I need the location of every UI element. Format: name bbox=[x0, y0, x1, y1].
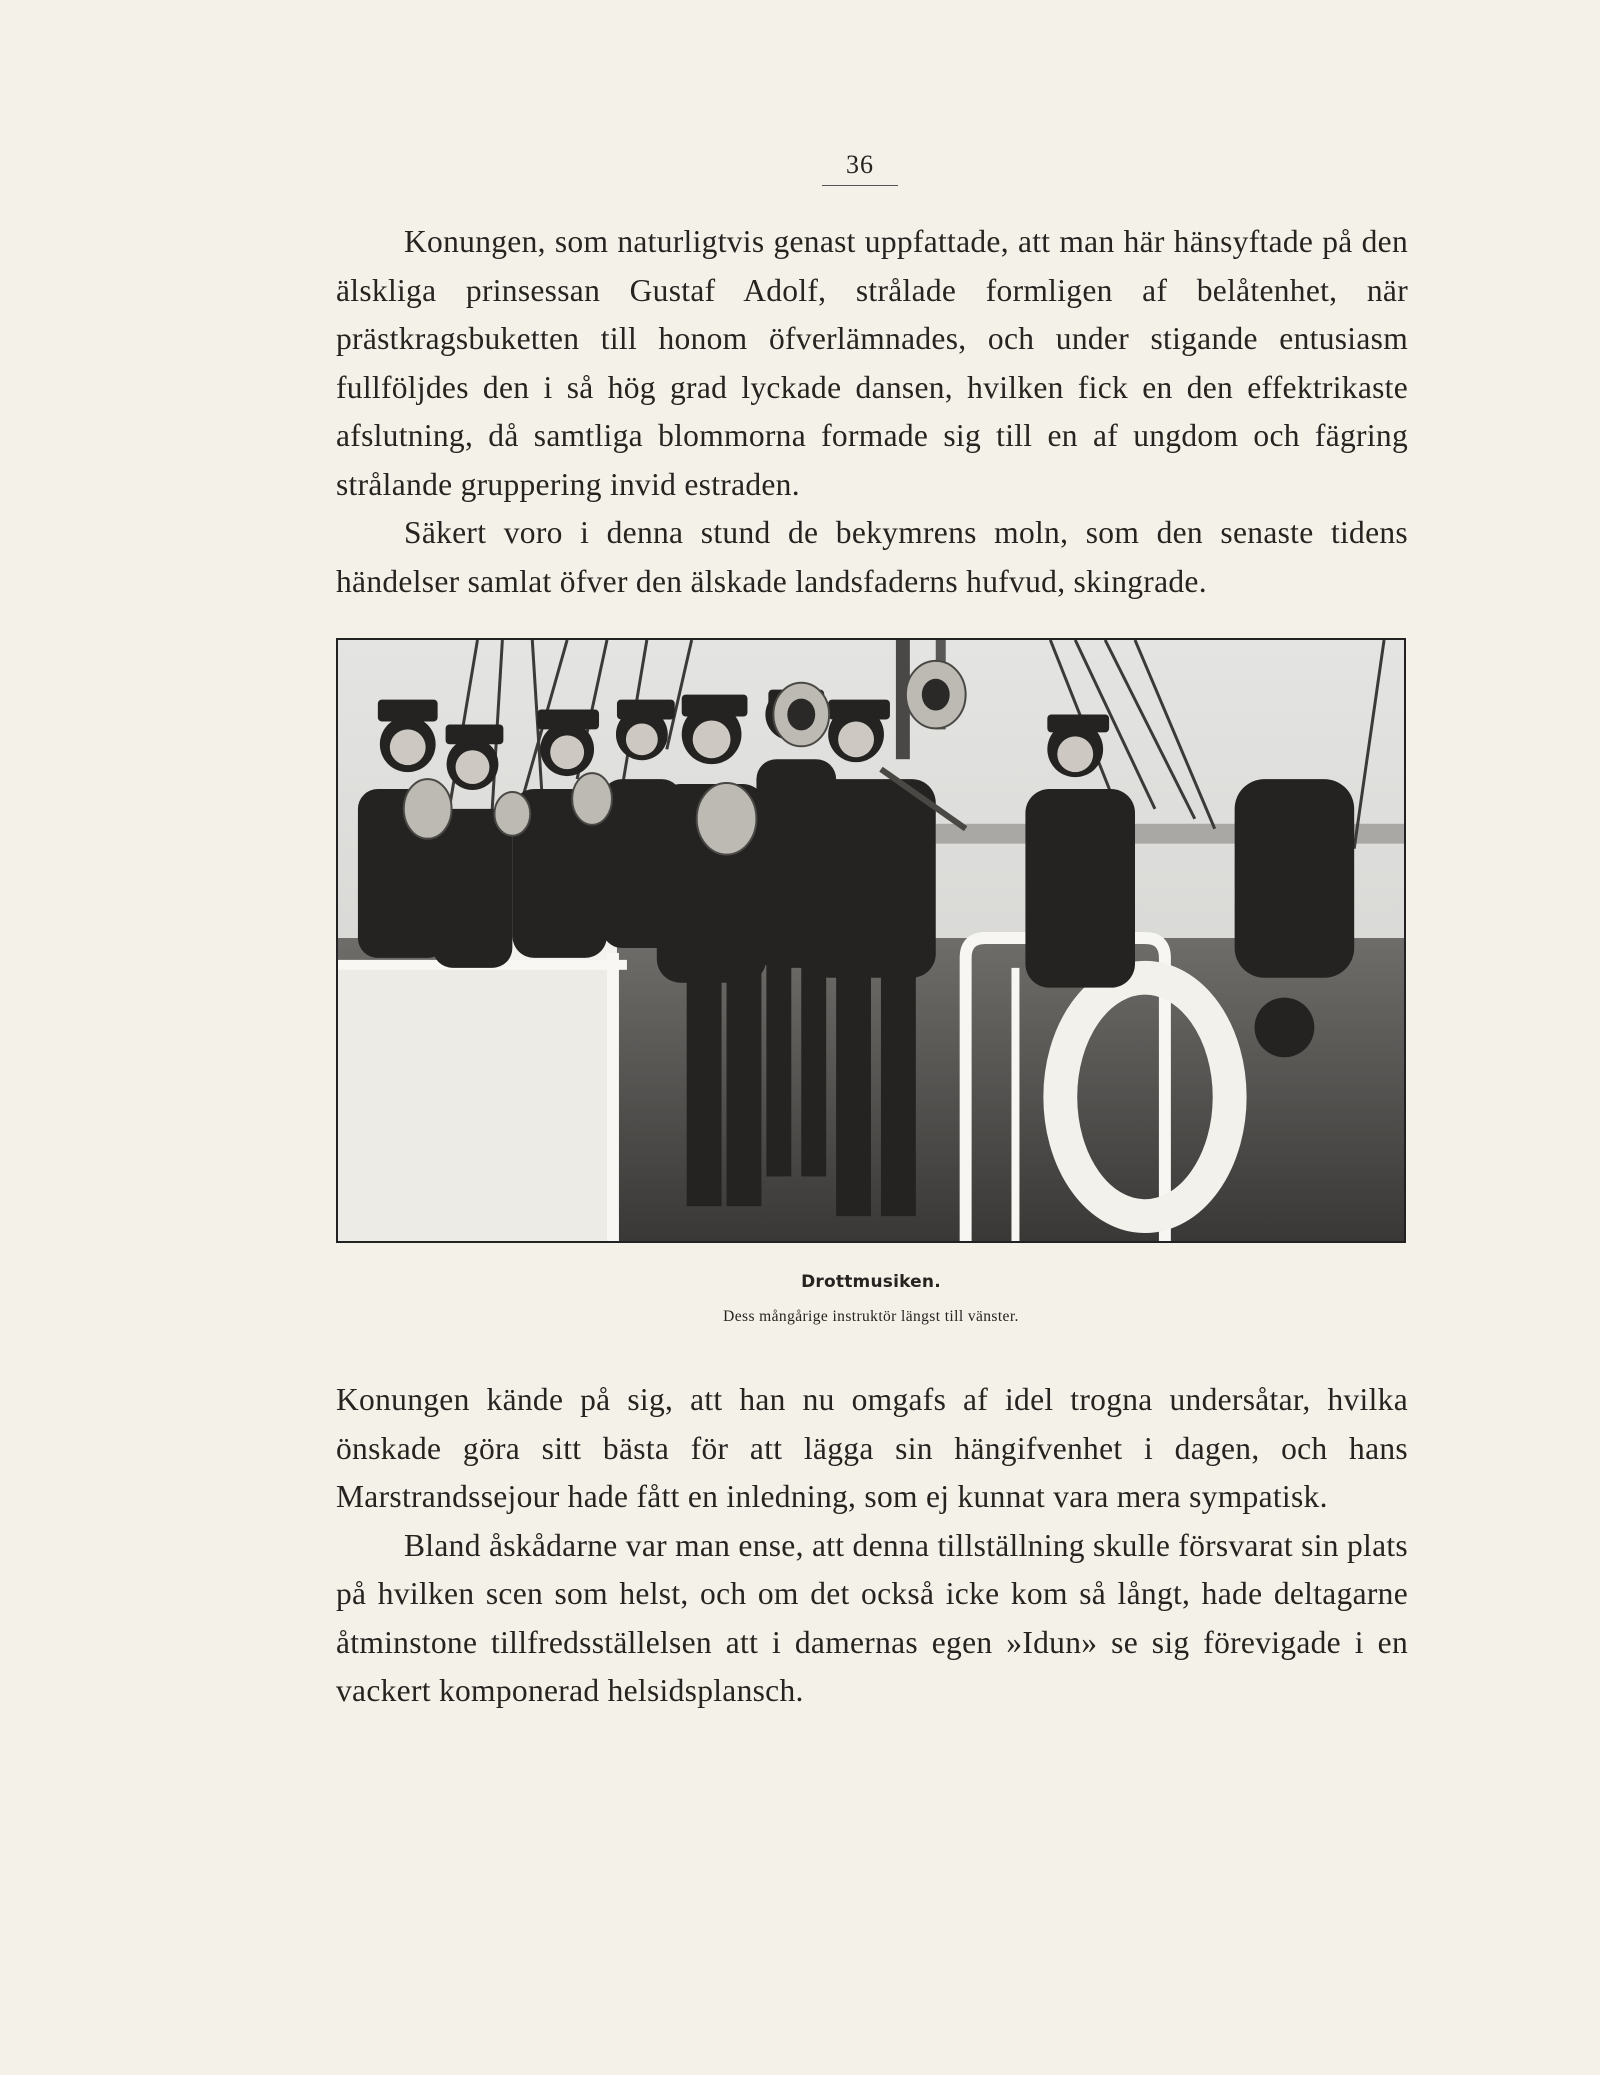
bottom-paragraph-2: Bland åskådarne var man ense, att denna tillställning skulle försvarat sin plats på hvilken scen som helst, och om det också icke kom så långt, hade deltagarne åtminstone tillfredsställelsen att i damernas egen »Idun» se sig förevigade i en vackert komponerad helsidsplansch. bbox=[336, 1527, 1408, 1708]
bottom-paragraph-1: Konungen kände på sig, att han nu omgafs af idel trogna undersåtar, hvilka önskade göra sitt bästa för att lägga sin hängifvenhet i dagen, och hans Marstrandssejour hade fått en inledning, som ej kunnat vara mera sympatisk. bbox=[336, 1382, 1408, 1514]
page-number-rule bbox=[822, 185, 898, 186]
page-number: 36 bbox=[846, 150, 874, 179]
top-paragraph-1: Konungen, som naturligtvis genast uppfattade, att man här hänsyftade på den älskliga prinsessan Gustaf Adolf, strålade formligen af belåtenhet, när prästkragsbuketten till honom öfverlämnades, och under stigande entusiasm fullföljdes den i så hög grad lyckade dansen, hvilken fick en den effektrikaste afslutning, då samtliga blommorna formade sig till en af ungdom och fägring strålande gruppering invid estraden. bbox=[336, 224, 1408, 502]
top-paragraph-2: Säkert voro i denna stund de bekymrens moln, som den senaste tidens händelser samlat öfver den älskade landsfaderns hufvud, skingrade. bbox=[336, 515, 1408, 599]
photo-caption-title: Drottmusiken. bbox=[801, 1272, 941, 1292]
top-text-block bbox=[336, 218, 1408, 606]
photo-caption-subtitle: Dess mångårige instruktör längst till vänster. bbox=[723, 1308, 1019, 1325]
bottom-text-block bbox=[336, 1376, 1408, 1716]
band-photograph-illustration bbox=[338, 640, 1404, 1241]
band-photograph bbox=[336, 638, 1406, 1243]
